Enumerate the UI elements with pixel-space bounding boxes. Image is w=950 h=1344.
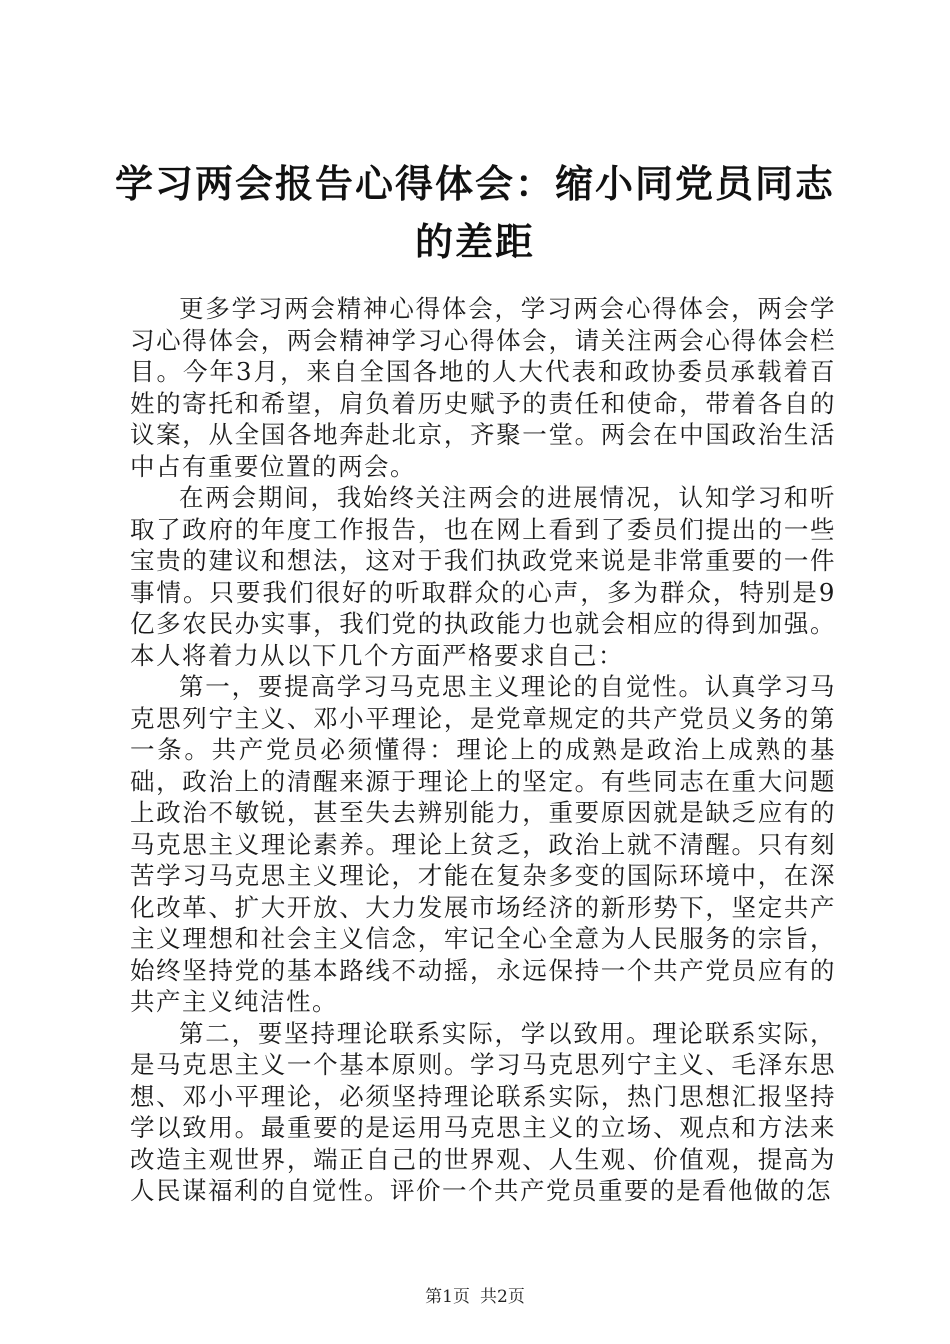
page-total: 共2页: [480, 1287, 525, 1307]
page-number: 第1页: [425, 1287, 470, 1307]
paragraph-intro: 更多学习两会精神心得体会，学习两会心得体会，两会学习心得体会，两会精神学习心得体会，请关注两会心得体会栏目。今年3月，来自全国各地的人大代表和政协委员承载着百姓的寄托和希望，肩负着历史赋予的责任和使命，带着各自的议案，从全国各地奔赴北京，齐聚一堂。两会在中国政治生活中占有重要位置的两会。: [130, 294, 836, 481]
paragraph-second-point: 第二，要坚持理论联系实际，学以致用。理论联系实际，是马克思主义一个基本原则。学习马克思列宁主义、毛泽东思想、邓小平理论，必须坚持理论联系实际，热门思想汇报坚持学以致用。最重要的是运用马克思主义的立场、观点和方法来改造主观世界，端正自己的世界观、人生观、价值观，提高为人民谋福利的自觉性。评价一个共产党员重要的是看他做的怎: [130, 1018, 836, 1205]
document-title: 学习两会报告心得体会：缩小同党员同志的差距: [114, 161, 835, 264]
document-body: [130, 293, 836, 1207]
paragraph-attention: 在两会期间，我始终关注两会的进展情况，认知学习和听取了政府的年度工作报告，也在网上看到了委员们提出的一些宝贵的建议和想法，这对于我们执政党来说是非常重要的一件事情。只要我们很好的听取群众的心声，多为群众，特别是9亿多农民办实事，我们党的执政能力也就会相应的得到加强。本人将着力从以下几个方面严格要求自己：: [130, 483, 836, 670]
page-footer: [0, 1282, 950, 1307]
paragraph-first-point: 第一，要提高学习马克思主义理论的自觉性。认真学习马克思列宁主义、邓小平理论，是党章规定的共产党员义务的第一条。共产党员必须懂得：理论上的成熟是政治上成熟的基础，政治上的清醒来源于理论上的坚定。有些同志在重大问题上政治不敏锐，甚至失去辨别能力，重要原因就是缺乏应有的马克思主义理论素养。理论上贫乏，政治上就不清醒。只有刻苦学习马克思主义理论，才能在复杂多变的国际环境中，在深化改革、扩大开放、大力发展市场经济的新形势下，坚定共产主义理想和社会主义信念，牢记全心全意为人民服务的宗旨，始终坚持党的基本路线不动摇，永远保持一个共产党员应有的共产主义纯洁性。: [130, 672, 836, 1016]
